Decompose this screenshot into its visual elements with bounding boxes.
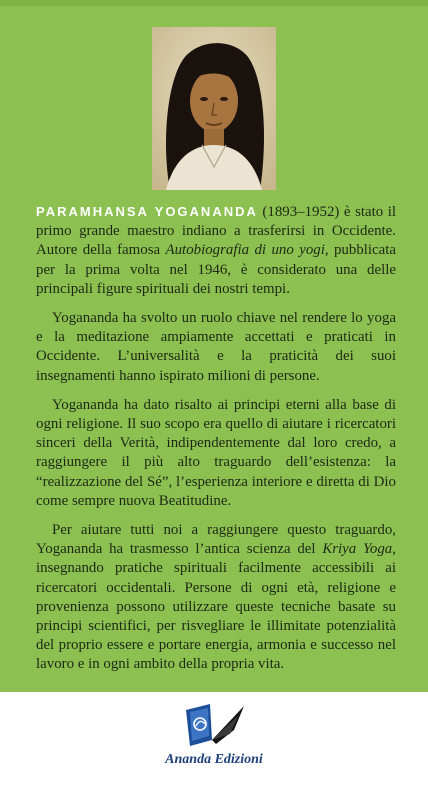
publisher-name: Ananda Edizioni [165,752,263,767]
author-bio [36,202,396,675]
bio-paragraph-2: Yogananda ha svolto un ruolo chiave nel rendere lo yoga e la meditazione ampiamente accettati e praticati in Occidente. L’universalità e la praticità dei suoi insegnamenti hanno ispirato milioni di persone. [36,310,396,384]
bio-paragraph-3: Yogananda ha dato risalto ai principi eterni alla base di ogni religione. Il suo scopo era quello di aiutare i ricercatori sinceri della Verità, indipendentemente dal loro credo, a raggiungere il più alto traguardo dell’esistenza: la “realizzazione del Sé”, l’esperienza interiore e diretta di Dio come sempre nuova Beatitudine. [36,396,396,509]
book-wing-logo-icon [176,700,252,754]
bio-paragraph-1 [36,202,396,299]
portrait-icon [152,27,276,190]
bio-text: Per aiutare tutti noi a raggiungere questo traguardo, Yogananda ha trasmesso l’antica scienza del [36,522,396,558]
book-title: Autobiografia di uno yogi [165,242,325,259]
author-portrait [152,27,276,190]
bio-text: , insegnando pratiche spirituali facilmente accessibili ai ricercatori occidentali. Persone di ogni età, religione e provenienza possono utilizzare queste tecniche basate su principi scientifici, per risvegliare le illimitate potenzialità del proprio essere e portare energia, armonia e successo nel lavoro e in ogni ambito della propria vita. [36,541,396,673]
bio-paragraph-4 [36,521,396,675]
top-strip [0,0,428,6]
kriya-yoga-term: Kriya Yoga [322,541,393,558]
author-name: PARAMHANSA YOGANANDA [36,204,258,219]
bio-text: , pubblicata per la prima volta nel 1946, è considerato una delle principali figure spirituali dei nostri tempi. [36,242,397,297]
author-years: (1893–1952) [257,204,344,220]
bio-text: è stato il primo grande maestro indiano a trasferirsi in Occidente. Autore della famosa [36,204,397,259]
